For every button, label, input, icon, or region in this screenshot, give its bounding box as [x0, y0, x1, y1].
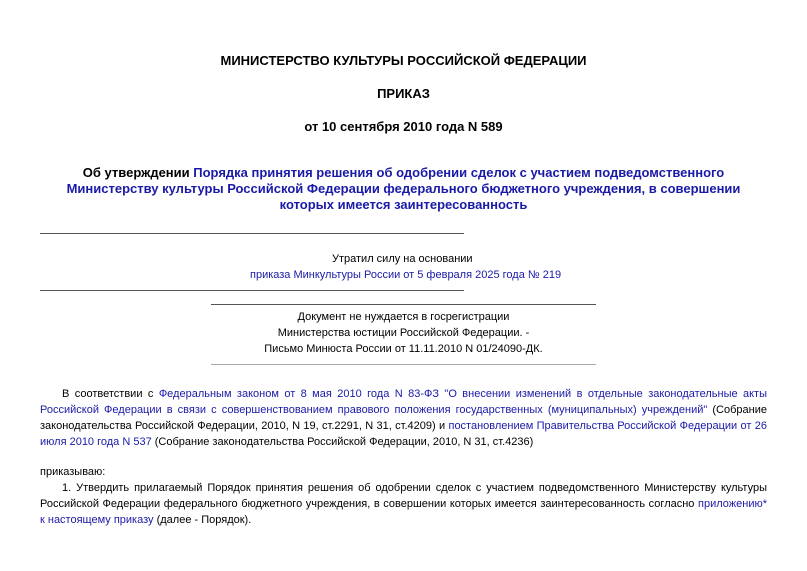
- divider: [211, 364, 596, 365]
- government-decree-link[interactable]: постановлением Правительства Российской Федерации от 26 июля 2010 года N 537: [40, 420, 768, 448]
- registration-line-3: Письмо Минюста России от 11.11.2010 N 01/24090-ДК.: [264, 343, 543, 355]
- title-prefix: Об утверждении: [82, 165, 194, 180]
- item-1-text: (далее - Порядок).: [153, 514, 252, 526]
- status-link[interactable]: [250, 268, 561, 282]
- doc-type-heading: ПРИКАЗ: [377, 86, 430, 101]
- order-word: приказываю:: [40, 466, 106, 478]
- federal-law-link[interactable]: Федеральным законом от 8 мая 2010 года N 83-ФЗ "О внесении изменений в отдельные законодательные акты Российской Федерации в связи с совершенствованием правового положения государственных (муниципальных) учреждений": [40, 388, 768, 416]
- preamble-text: (Собрание законодательства Российской Федерации, 2010, N 19, ст.2291, N 31, ст.4209) и: [40, 404, 767, 432]
- document-title: [40, 165, 767, 213]
- divider: [40, 233, 464, 234]
- ministry-heading: МИНИСТЕРСТВО КУЛЬТУРЫ РОССИЙСКОЙ ФЕДЕРАЦИИ: [220, 53, 587, 68]
- preamble-paragraph: [40, 386, 767, 450]
- divider: [211, 304, 596, 305]
- divider: [40, 290, 464, 291]
- repeal-order-link[interactable]: приказа Минкультуры России от 5 февраля 2025 года № 219: [250, 269, 562, 281]
- date-number-heading: от 10 сентября 2010 года N 589: [304, 119, 503, 134]
- title-link[interactable]: Порядка принятия решения об одобрении сделок с участием подведомственного Министерству культуры Российской Федерации федерального бюджетного учреждения, в совершении которых имеется заинтересованность: [66, 165, 741, 212]
- appendix-link[interactable]: приложению* к настоящему приказу: [40, 498, 767, 526]
- status-text: Утратил силу на основании: [332, 253, 473, 265]
- registration-line-2: Министерства юстиции Российской Федерации. -: [277, 327, 530, 339]
- preamble-text: В соответствии с: [62, 388, 159, 400]
- item-1-paragraph: [40, 480, 767, 528]
- registration-line-1: Документ не нуждается в госрегистрации: [297, 311, 510, 323]
- item-1-text: 1. Утвердить прилагаемый Порядок принятия решения об одобрении сделок с участием подведомственного Министерству культуры Российской Федерации федерального бюджетного учреждения, в совершении которых имеется заинтересованность согласно: [40, 482, 767, 510]
- preamble-text: (Собрание законодательства Российской Федерации, 2010, N 31, ст.4236): [151, 436, 534, 448]
